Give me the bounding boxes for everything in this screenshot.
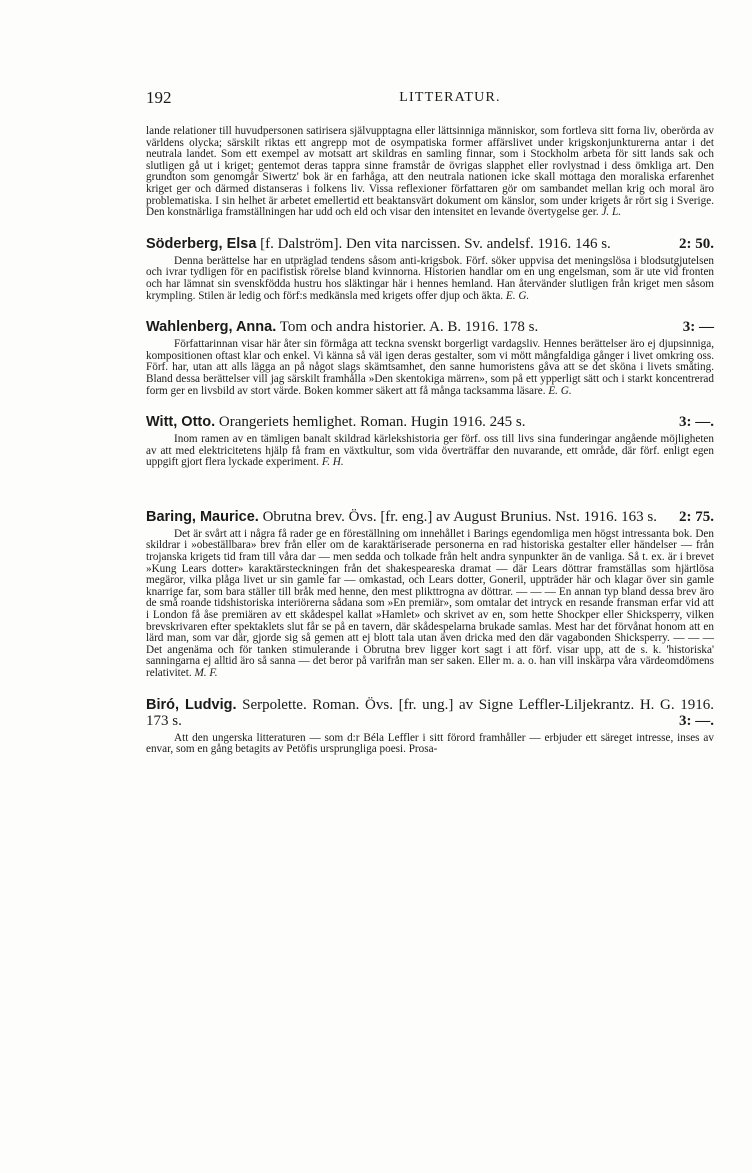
entry-heading <box>146 697 714 729</box>
entry-review-body: Denna berättelse har en utpräglad tendens såsom anti-krigsbok. Förf. söker uppvisa det meningslösa i blodsutgjutelsen och ivrar tydligen för en pacifistisk rörelse bland kvinnorna. Historien handlar om en ung engelsman, som är ute vid fronten och har lämnat sin svenskfödda hustru hos släktingar här i hennes hemland. Han återvänder slutligen från kriget men såsom krympling. Stilen är ledig och förf:s medkänsla med krigets offer djup och äkta. <box>146 254 714 302</box>
book-entry-baring <box>146 509 714 680</box>
entry-bibliography: Tom och andra historier. A. B. 1916. 178 s. <box>279 319 539 336</box>
entry-review-body: Inom ramen av en tämligen banalt skildrad kärlekshistoria ger förf. oss till livs sina funderingar angående möjligheten av att med elektricitetens hjälp få fram en växtkultur, som vida överträffar den nuvarande, ett område, där förf. enligt egen uppgift gjort flera lyckade experiment. <box>146 433 714 469</box>
entry-author: Söderberg, Elsa <box>146 235 257 252</box>
entry-review-body: Det är svårt att i några få rader ge en föreställning om innehållet i Barings egendomliga men högst intressanta bok. Den skildrar i »obeställbara» brev från eller om de karaktäriserade personerna en rad historiska gestalter eller händelser — från trojanska krigets tid fram till våra dar — men sedda och tolkade från helt andra synpunkter än de vanliga. Så t. ex. är i brevet »Kung Lears dotter» karaktärsteckningen från det shakespeareska dramat — där Lears döttrar framställas som hjärtlösa megäror, vilka plåga livet ur sin gamle far — omkastad, och Lears dotter, Goneril, uppträder här och klagar över sin gamle knarrige far, som bara ställer till bråk med henne, den mest plikttrogna av döttrar. — — — En annan typ bland dessa brev äro de små roande tidshistoriska interiörerna sådana som »En premiär», som omtalar det intryck en resande fransman erfar vid att i London få åse premiären av ett skådespel kallat »Hamlet» och skrivet av en, som hette Shockper eller Shicksperry, vilken brevskrivaren efter spektaklets slut får se på en tavern, där skådespelarna brukade samlas. Mest har det förvånat honom att en lärd man, som var där, gjorde sig så gemen att ej blott tala utan även dricka med den där vagabonden Shicksperry. — — — Det angenäma och för tanken stimulerande i Obrutna brev ligger kort sagt i att förf. visar upp, att de s. k. 'historiska' sanningarna ej alltid äro så sanna — det beror på varifrån man ser saken. Eller m. a. o. han vill inskärpa våra värdeomdömens relativitet. <box>146 527 714 679</box>
review-signature: J. L. <box>601 206 622 219</box>
entry-price: 2: 50. <box>679 235 714 252</box>
book-entry-soderberg <box>146 236 714 302</box>
entry-bibliography: Serpolette. Roman. Övs. [fr. ung.] av Signe Leffler-Liljekrantz. H. G. 1916. 173 s. <box>146 696 715 729</box>
entry-bibliography: Obrutna brev. Övs. [fr. eng.] av August Brunius. Nst. 1916. 163 s. <box>262 508 657 525</box>
entry-price: 3: — <box>682 319 714 336</box>
entry-review <box>146 529 714 680</box>
book-entry-biro <box>146 697 714 756</box>
entry-bibliography: Orangeriets hemlighet. Roman. Hugin 1916. 245 s. <box>218 414 526 431</box>
entry-author: Baring, Maurice. <box>146 508 259 525</box>
entry-review-body: Författarinnan visar här åter sin förmåga att teckna svenskt borgerligt vardagsliv. Hennes berättelser äro ej djupsinniga, kompositionen oftast klar och enkel. Vi känna så väl igen deras gestalter, som vi mött mångfaldiga gånger i livet omkring oss. Förf. har, utan att alls lägga an på något slags skämtsamhet, den sanne humoristens gåva att se det sköna i livets småting. Bland dessa berättelser vill jag särskilt framhålla »Den skentokiga märren», som på ett ypperligt sätt och i starkt koncentrerad form ger en livsbild av stort värde. Boken kommer säkert att få många tacksamma läsare. <box>146 338 714 397</box>
book-entry-wahlenberg <box>146 319 714 397</box>
review-signature: F. H. <box>321 456 344 469</box>
entry-review-body: Att den ungerska litteraturen — som d:r Béla Leffler i sitt förord framhåller — erbjuder ett säreget intresse, inses av envar, som en gång betagits av Petöfis ursprungliga poesi. Prosa- <box>146 731 714 756</box>
continued-review-body: lande relationer till huvudpersonen satirisera självupptagna eller lättsinniga människor, som fortleva sitt forna liv, oberörda av världens olycka; särskilt riktas ett angrepp mot de osympatiska former affärslivet under krigskonjunkturerna antar i det neutrala landet. Som ett exempel av motsatt art skildras en samling finnar, som i Stockholm arbeta för sitt lands sak och slutligen gå ut i kriget; gentemot deras tappra sinne framstår de övrigas slapphet eller rovlystnad i dess ömkliga art. Den grundton som genomgår Siwertz' bok är en farhåga, att den neutrala nationen icke skall mottaga den moraliska erfarenhet kriget ger och därmed distanseras i folkens liv. Vissa reflexioner författaren gör om sambandet mellan krig och moral äro problematiska. I sin helhet är arbetet emellertid ett beaktansvärt dokument om känslor, som under krigets år rört sig i Sverige. Den konstnärliga framställningen har udd och eld och visar den intensitet en levande övertygelse ger. <box>146 125 714 219</box>
entry-review <box>146 434 714 469</box>
entry-author: Wahlenberg, Anna. <box>146 319 277 336</box>
review-signature: E. G. <box>505 289 530 302</box>
entry-heading <box>146 236 714 252</box>
entry-review <box>146 256 714 302</box>
entry-author: Biró, Ludvig. <box>146 696 237 713</box>
entry-heading <box>146 414 714 430</box>
entry-price: 3: —. <box>679 414 714 431</box>
page-number: 192 <box>146 88 172 107</box>
entry-heading <box>146 509 714 525</box>
page-header <box>146 88 714 112</box>
entry-author: Witt, Otto. <box>146 414 216 431</box>
review-signature: E. G. <box>548 384 572 397</box>
book-entry-witt <box>146 414 714 469</box>
running-title: LITTERATUR. <box>399 90 501 105</box>
section-divider <box>146 491 714 492</box>
review-signature: M. F. <box>194 667 218 679</box>
page-body <box>146 126 714 756</box>
entry-review <box>146 733 714 756</box>
entry-heading <box>146 319 714 335</box>
entry-price: 3: —. <box>679 712 714 729</box>
continued-review-text <box>146 126 714 219</box>
entry-bibliography: [f. Dalström]. Den vita narcissen. Sv. andelsf. 1916. 146 s. <box>260 235 611 252</box>
entry-review <box>146 339 714 397</box>
entry-price: 2: 75. <box>679 508 714 525</box>
